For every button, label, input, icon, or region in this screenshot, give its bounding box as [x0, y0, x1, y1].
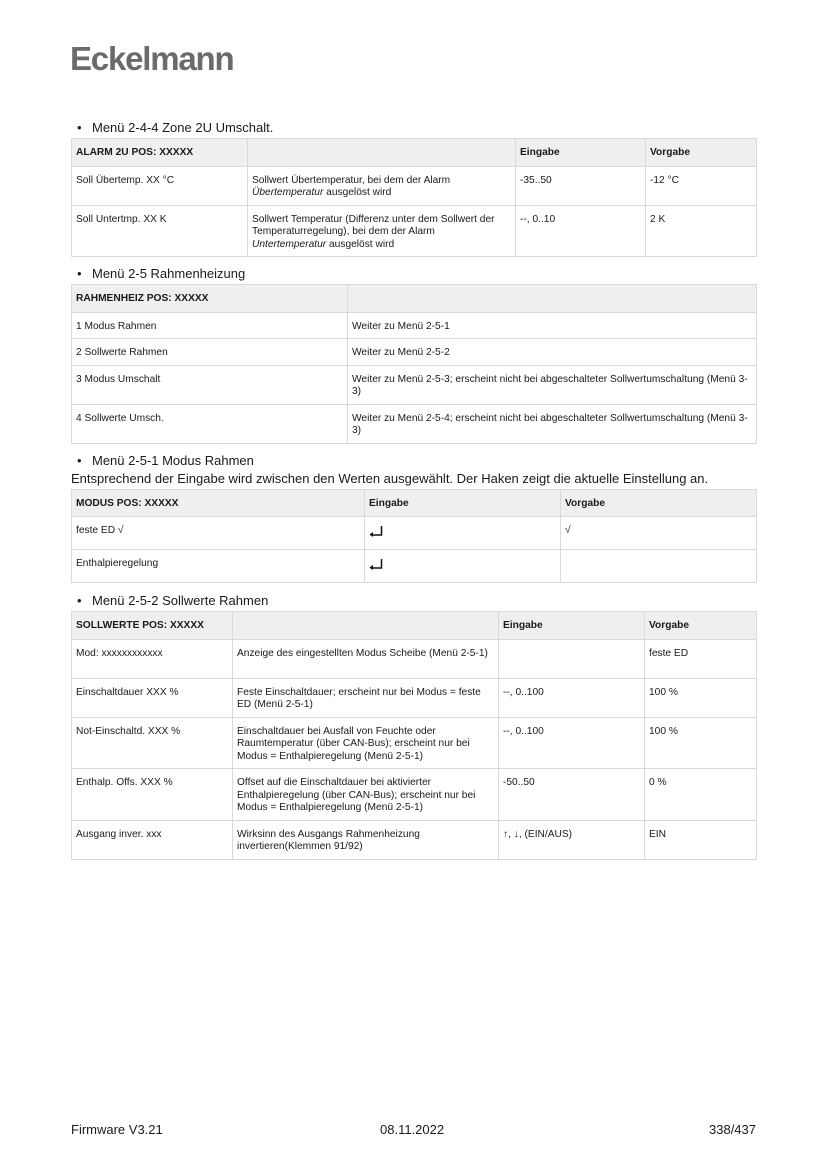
table-row — [72, 678, 757, 717]
menu-item-description: Weiter zu Menü 2-5-4; erscheint nicht bei abgeschalteter Sollwertumschaltung (Menü 3-3) — [348, 404, 757, 443]
enter-key-icon — [369, 559, 383, 570]
param-name: Mod: xxxxxxxxxxxx — [72, 639, 233, 678]
section-intro-text: Entsprechend der Eingabe wird zwischen den Werten ausgewählt. Der Haken zeigt die aktuelle Einstellung an. — [71, 470, 709, 486]
table-row — [72, 166, 757, 205]
option-input — [365, 550, 561, 583]
option-default — [561, 550, 757, 583]
param-name: Soll Übertemp. XX °C — [72, 166, 248, 205]
header-cell — [348, 285, 757, 313]
param-description: Anzeige des eingestellten Modus Scheibe (Menü 2-5-1) — [233, 639, 499, 678]
header-cell: ALARM 2U POS: XXXXX — [72, 139, 248, 167]
param-description: Feste Einschaltdauer; erscheint nur bei Modus = feste ED (Menü 2-5-1) — [233, 678, 499, 717]
menu-item-name: 2 Sollwerte Rahmen — [72, 339, 348, 366]
param-description: Sollwert Temperatur (Differenz unter dem Sollwert der Temperaturregelung), bei dem der Alarm Untertemperatur ausgelöst wird — [248, 205, 516, 257]
table-modus-rahmen — [71, 489, 757, 584]
section-heading-2-5: • Menü 2-5 Rahmenheizung — [77, 266, 246, 281]
section-heading-2-4-4: • Menü 2-4-4 Zone 2U Umschalt. — [77, 120, 274, 135]
table-rahmenheizung — [71, 284, 757, 444]
header-cell: Eingabe — [516, 139, 646, 167]
param-name: Not-Einschaltd. XXX % — [72, 717, 233, 769]
param-input-range: ↑, ↓, (EIN/AUS) — [499, 820, 645, 859]
menu-item-description: Weiter zu Menü 2-5-2 — [348, 339, 757, 366]
footer-page-number: 338/437 — [709, 1122, 756, 1137]
section-heading-2-5-1: • Menü 2-5-1 Modus Rahmen — [77, 452, 254, 468]
header-cell: MODUS POS: XXXXX — [72, 489, 365, 517]
table-alarm-2u — [71, 138, 757, 257]
param-name: Einschaltdauer XXX % — [72, 678, 233, 717]
menu-item-description: Weiter zu Menü 2-5-1 — [348, 312, 757, 339]
table-header-row — [72, 285, 757, 313]
header-cell: Vorgabe — [646, 139, 757, 167]
param-default: 100 % — [645, 678, 757, 717]
header-cell: Vorgabe — [645, 612, 757, 640]
header-cell — [233, 612, 499, 640]
table-header-row — [72, 612, 757, 640]
param-name: Ausgang inver. xxx — [72, 820, 233, 859]
param-input-range: --, 0..100 — [499, 717, 645, 769]
param-input-range — [499, 639, 645, 678]
param-description: Wirksinn des Ausgangs Rahmenheizung invertieren(Klemmen 91/92) — [233, 820, 499, 859]
enter-key-icon — [369, 526, 383, 537]
menu-item-name: 4 Sollwerte Umsch. — [72, 404, 348, 443]
table-sollwerte-rahmen — [71, 611, 757, 860]
table-row — [72, 312, 757, 339]
table-row — [72, 639, 757, 678]
section-heading-2-5-2: • Menü 2-5-2 Sollwerte Rahmen — [77, 593, 269, 608]
eckelmann-logo: Eckelmann — [70, 40, 234, 77]
param-default: -12 °C — [646, 166, 757, 205]
table-header-row — [72, 139, 757, 167]
param-default: 2 K — [646, 205, 757, 257]
param-description: Sollwert Übertemperatur, bei dem der Alarm Übertemperatur ausgelöst wird — [248, 166, 516, 205]
table-row — [72, 517, 757, 550]
param-name: Enthalp. Offs. XXX % — [72, 769, 233, 821]
param-name: Soll Untertmp. XX K — [72, 205, 248, 257]
option-name: Enthalpieregelung — [72, 550, 365, 583]
option-default: √ — [561, 517, 757, 550]
param-input-range: -35..50 — [516, 166, 646, 205]
table-header-row — [72, 489, 757, 517]
param-default: 0 % — [645, 769, 757, 821]
table-row — [72, 404, 757, 443]
table-row — [72, 550, 757, 583]
header-cell: Eingabe — [499, 612, 645, 640]
header-cell: SOLLWERTE POS: XXXXX — [72, 612, 233, 640]
option-input — [365, 517, 561, 550]
menu-item-name: 1 Modus Rahmen — [72, 312, 348, 339]
param-input-range: -50..50 — [499, 769, 645, 821]
param-default: feste ED — [645, 639, 757, 678]
footer-date: 08.11.2022 — [380, 1122, 445, 1137]
table-row — [72, 365, 757, 404]
table-row — [72, 205, 757, 257]
table-row — [72, 820, 757, 859]
option-name: feste ED √ — [72, 517, 365, 550]
page-content — [71, 120, 756, 860]
param-input-range: --, 0..10 — [516, 205, 646, 257]
param-description: Offset auf die Einschaltdauer bei aktivierter Enthalpieregelung (über CAN-Bus); erscheint nur bei Modus = Enthalpieregelung (Menü 2-5-1) — [233, 769, 499, 821]
param-description: Einschaltdauer bei Ausfall von Feuchte oder Raumtemperatur (über CAN-Bus); erscheint nur bei Modus = Enthalpieregelung (Menü 2-5-1) — [233, 717, 499, 769]
header-cell — [248, 139, 516, 167]
param-default: EIN — [645, 820, 757, 859]
table-row — [72, 339, 757, 366]
table-row — [72, 717, 757, 769]
param-default: 100 % — [645, 717, 757, 769]
header-cell: Eingabe — [365, 489, 561, 517]
menu-item-description: Weiter zu Menü 2-5-3; erscheint nicht bei abgeschalteter Sollwertumschaltung (Menü 3-3) — [348, 365, 757, 404]
header-cell: Vorgabe — [561, 489, 757, 517]
table-row — [72, 769, 757, 821]
header-cell: RAHMENHEIZ POS: XXXXX — [72, 285, 348, 313]
param-input-range: --, 0..100 — [499, 678, 645, 717]
menu-item-name: 3 Modus Umschalt — [72, 365, 348, 404]
footer-firmware-version: Firmware V3.21 — [71, 1122, 163, 1137]
